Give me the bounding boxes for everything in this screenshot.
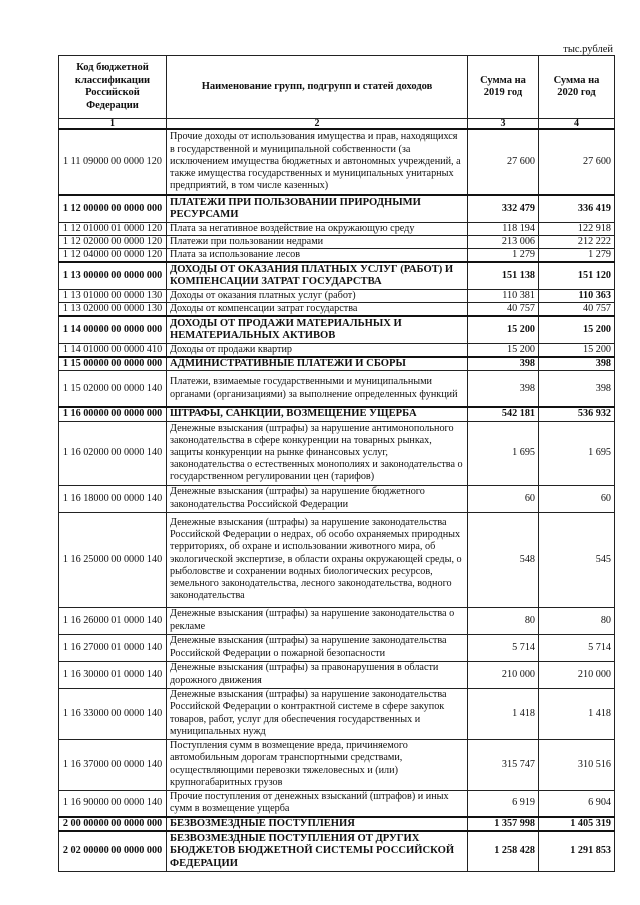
row-value-2019: 27 600 xyxy=(468,129,539,195)
table-row xyxy=(59,357,615,371)
table-row xyxy=(59,343,615,357)
row-name: Прочие поступления от денежных взысканий (штрафов) и иных сумм в возмещение ущерба xyxy=(167,790,468,817)
row-code: 1 16 25000 00 0000 140 xyxy=(59,512,167,607)
row-name: Платежи, взимаемые государственными и муниципальными органами (организациями) за выполнение определенных функций xyxy=(167,370,468,407)
row-code: 1 16 33000 00 0000 140 xyxy=(59,688,167,739)
row-value-2019: 398 xyxy=(468,370,539,407)
row-code: 1 15 02000 00 0000 140 xyxy=(59,370,167,407)
row-name: ДОХОДЫ ОТ ПРОДАЖИ МАТЕРИАЛЬНЫХ И НЕМАТЕРИАЛЬНЫХ АКТИВОВ xyxy=(167,316,468,343)
row-name: ДОХОДЫ ОТ ОКАЗАНИЯ ПЛАТНЫХ УСЛУГ (РАБОТ) И КОМПЕНСАЦИИ ЗАТРАТ ГОСУДАРСТВА xyxy=(167,262,468,289)
row-code: 2 00 00000 00 0000 000 xyxy=(59,817,167,831)
row-value-2020: 212 222 xyxy=(539,235,615,248)
row-value-2020: 27 600 xyxy=(539,129,615,195)
row-name: Доходы от компенсации затрат государства xyxy=(167,302,468,316)
table-row xyxy=(59,634,615,661)
row-value-2020: 545 xyxy=(539,512,615,607)
row-value-2019: 6 919 xyxy=(468,790,539,817)
row-code: 1 16 26000 01 0000 140 xyxy=(59,607,167,634)
table-row xyxy=(59,688,615,739)
row-value-2019: 1 258 428 xyxy=(468,831,539,871)
row-value-2019: 118 194 xyxy=(468,222,539,235)
row-value-2020: 40 757 xyxy=(539,302,615,316)
row-value-2020: 122 918 xyxy=(539,222,615,235)
row-code: 1 12 01000 01 0000 120 xyxy=(59,222,167,235)
table-row xyxy=(59,235,615,248)
row-name: ПЛАТЕЖИ ПРИ ПОЛЬЗОВАНИИ ПРИРОДНЫМИ РЕСУРСАМИ xyxy=(167,195,468,222)
table-row xyxy=(59,289,615,302)
header-name: Наименование групп, подгрупп и статей доходов xyxy=(167,56,468,119)
table-row xyxy=(59,248,615,262)
row-value-2019: 1 418 xyxy=(468,688,539,739)
header-sum-2019: Сумма на 2019 год xyxy=(468,56,539,119)
row-value-2020: 310 516 xyxy=(539,739,615,790)
row-name: БЕЗВОЗМЕЗДНЫЕ ПОСТУПЛЕНИЯ xyxy=(167,817,468,831)
row-value-2020: 80 xyxy=(539,607,615,634)
row-value-2019: 213 006 xyxy=(468,235,539,248)
row-code: 1 12 02000 00 0000 120 xyxy=(59,235,167,248)
row-value-2019: 398 xyxy=(468,357,539,371)
row-name: Денежные взыскания (штрафы) за нарушение законодательства Российской Федерации о недрах, об особо охраняемых природных территориях, об охране и использовании животного мира, об экологической экспертизе, в области охраны окружающей среды, о рыболовстве и сохранении водных биологических ресурсов, земельного законодательства, лесного законодательства, водного законодательства xyxy=(167,512,468,607)
row-name: АДМИНИСТРАТИВНЫЕ ПЛАТЕЖИ И СБОРЫ xyxy=(167,357,468,371)
row-code: 1 14 00000 00 0000 000 xyxy=(59,316,167,343)
row-code: 1 12 00000 00 0000 000 xyxy=(59,195,167,222)
row-value-2020: 536 932 xyxy=(539,407,615,421)
row-value-2019: 542 181 xyxy=(468,407,539,421)
row-code: 1 16 27000 01 0000 140 xyxy=(59,634,167,661)
row-code: 1 12 04000 00 0000 120 xyxy=(59,248,167,262)
row-code: 1 11 09000 00 0000 120 xyxy=(59,129,167,195)
row-code: 2 02 00000 00 0000 000 xyxy=(59,831,167,871)
table-row xyxy=(59,512,615,607)
column-number: 4 xyxy=(539,119,615,130)
row-code: 1 16 90000 00 0000 140 xyxy=(59,790,167,817)
row-value-2019: 60 xyxy=(468,485,539,512)
row-value-2020: 210 000 xyxy=(539,661,615,688)
row-code: 1 16 18000 00 0000 140 xyxy=(59,485,167,512)
row-name: Доходы от продажи квартир xyxy=(167,343,468,357)
row-value-2020: 398 xyxy=(539,370,615,407)
row-name: Денежные взыскания (штрафы) за нарушение антимонопольного законодательства в сфере конкуренции на товарных рынках, защиты конкуренции на рынке финансовых услуг, законодательства о естественных монополиях и законодательства о государственном регулировании цен (тарифов) xyxy=(167,421,468,485)
table-row xyxy=(59,222,615,235)
table-row xyxy=(59,262,615,289)
column-number-row xyxy=(59,119,615,130)
row-name: Денежные взыскания (штрафы) за правонарушения в области дорожного движения xyxy=(167,661,468,688)
row-value-2020: 110 363 xyxy=(539,289,615,302)
column-number: 1 xyxy=(59,119,167,130)
row-name: Денежные взыскания (штрафы) за нарушение законодательства о рекламе xyxy=(167,607,468,634)
row-value-2019: 1 357 998 xyxy=(468,817,539,831)
row-value-2019: 548 xyxy=(468,512,539,607)
row-name: Прочие доходы от использования имущества и прав, находящихся в государственной и муниципальной собственности (за исключением имущества бюджетных и автономных учреждений, а также имущества государственных и муниципальных унитарных предприятий, в том числе казенных) xyxy=(167,129,468,195)
table-row xyxy=(59,817,615,831)
row-value-2020: 5 714 xyxy=(539,634,615,661)
row-value-2019: 110 381 xyxy=(468,289,539,302)
row-value-2020: 1 291 853 xyxy=(539,831,615,871)
row-name: Поступления сумм в возмещение вреда, причиняемого автомобильным дорогам транспортными средствами, осуществляющими перевозки тяжеловесных и (или) крупногабаритных грузов xyxy=(167,739,468,790)
row-value-2019: 5 714 xyxy=(468,634,539,661)
row-value-2019: 15 200 xyxy=(468,343,539,357)
row-value-2019: 1 279 xyxy=(468,248,539,262)
table-row xyxy=(59,129,615,195)
table-row xyxy=(59,607,615,634)
row-value-2020: 151 120 xyxy=(539,262,615,289)
table-row xyxy=(59,316,615,343)
row-value-2019: 210 000 xyxy=(468,661,539,688)
row-name: Денежные взыскания (штрафы) за нарушение законодательства Российской Федерации о пожарной безопасности xyxy=(167,634,468,661)
row-code: 1 16 02000 00 0000 140 xyxy=(59,421,167,485)
row-value-2019: 332 479 xyxy=(468,195,539,222)
table-row xyxy=(59,407,615,421)
row-value-2020: 1 418 xyxy=(539,688,615,739)
row-code: 1 14 01000 00 0000 410 xyxy=(59,343,167,357)
row-code: 1 13 00000 00 0000 000 xyxy=(59,262,167,289)
row-value-2019: 80 xyxy=(468,607,539,634)
table-row xyxy=(59,485,615,512)
row-value-2020: 15 200 xyxy=(539,343,615,357)
column-number: 2 xyxy=(167,119,468,130)
row-value-2019: 151 138 xyxy=(468,262,539,289)
table-row xyxy=(59,302,615,316)
row-name: Денежные взыскания (штрафы) за нарушение законодательства Российской Федерации о контрактной системе в сфере закупок товаров, работ, услуг для обеспечения государственных и муниципальных нужд xyxy=(167,688,468,739)
header-row xyxy=(59,56,615,119)
row-value-2020: 60 xyxy=(539,485,615,512)
header-code: Код бюджетной классификации Российской Федерации xyxy=(59,56,167,119)
row-code: 1 13 01000 00 0000 130 xyxy=(59,289,167,302)
row-name: ШТРАФЫ, САНКЦИИ, ВОЗМЕЩЕНИЕ УЩЕРБА xyxy=(167,407,468,421)
table-row xyxy=(59,739,615,790)
table-row xyxy=(59,195,615,222)
row-name: Плата за негативное воздействие на окружающую среду xyxy=(167,222,468,235)
row-name: Платежи при пользовании недрами xyxy=(167,235,468,248)
row-value-2019: 315 747 xyxy=(468,739,539,790)
row-name: БЕЗВОЗМЕЗДНЫЕ ПОСТУПЛЕНИЯ ОТ ДРУГИХ БЮДЖЕТОВ БЮДЖЕТНОЙ СИСТЕМЫ РОССИЙСКОЙ ФЕДЕРАЦИИ xyxy=(167,831,468,871)
column-number: 3 xyxy=(468,119,539,130)
budget-revenue-table xyxy=(58,55,615,872)
row-code: 1 16 37000 00 0000 140 xyxy=(59,739,167,790)
row-value-2020: 1 405 319 xyxy=(539,817,615,831)
table-row xyxy=(59,831,615,871)
table-row xyxy=(59,661,615,688)
row-value-2019: 40 757 xyxy=(468,302,539,316)
row-code: 1 13 02000 00 0000 130 xyxy=(59,302,167,316)
row-value-2020: 15 200 xyxy=(539,316,615,343)
table-row xyxy=(59,790,615,817)
row-code: 1 16 30000 01 0000 140 xyxy=(59,661,167,688)
row-value-2020: 398 xyxy=(539,357,615,371)
table-row xyxy=(59,421,615,485)
row-value-2019: 1 695 xyxy=(468,421,539,485)
row-name: Доходы от оказания платных услуг (работ) xyxy=(167,289,468,302)
row-name: Денежные взыскания (штрафы) за нарушение бюджетного законодательства Российской Федерации xyxy=(167,485,468,512)
row-name: Плата за использование лесов xyxy=(167,248,468,262)
header-sum-2020: Сумма на 2020 год xyxy=(539,56,615,119)
row-value-2020: 1 695 xyxy=(539,421,615,485)
row-value-2020: 336 419 xyxy=(539,195,615,222)
row-value-2020: 6 904 xyxy=(539,790,615,817)
row-value-2019: 15 200 xyxy=(468,316,539,343)
row-code: 1 15 00000 00 0000 000 xyxy=(59,357,167,371)
table-row xyxy=(59,370,615,407)
row-value-2020: 1 279 xyxy=(539,248,615,262)
units-label: тыс.рублей xyxy=(563,44,613,55)
row-code: 1 16 00000 00 0000 000 xyxy=(59,407,167,421)
